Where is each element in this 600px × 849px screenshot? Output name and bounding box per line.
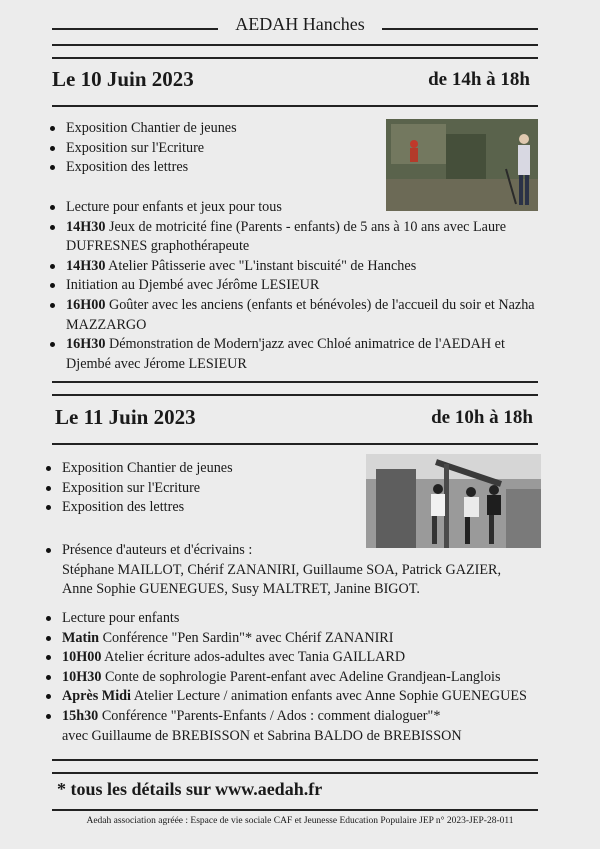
- photo-scene-icon: [366, 454, 541, 548]
- list-item: Lecture pour enfants et jeux pour tous: [50, 198, 540, 218]
- day2-exhibitions: [46, 459, 366, 518]
- rule: [52, 57, 538, 59]
- rule: [52, 809, 538, 811]
- day1-date: Le 10 Juin 2023: [52, 67, 194, 91]
- list-item: 16H30 Démonstration de Modern'jazz avec Chloé animatrice de l'AEDAH et Djembé avec Jérome LESIEUR: [50, 335, 540, 374]
- rule: [52, 105, 538, 107]
- list-item: Exposition Chantier de jeunes: [50, 119, 380, 139]
- construction-photo-2: [366, 454, 541, 548]
- day2-authors: [46, 541, 546, 600]
- list-item: Lecture pour enfants: [46, 609, 566, 629]
- header-title: AEDAH Hanches: [0, 14, 600, 35]
- rule: [52, 381, 538, 383]
- footnote: Aedah association agréée : Espace de vie sociale CAF et Jeunesse Education Populaire JEP n° 2023-JEP-28-011: [86, 816, 514, 826]
- day2-date: Le 11 Juin 2023: [55, 405, 196, 429]
- authors-line: Anne Sophie GUENEGUES, Susy MALTRET, Janine BIGOT.: [62, 581, 420, 598]
- day1-program: [50, 198, 540, 374]
- website-link[interactable]: * tous les détails sur www.aedah.fr: [57, 779, 323, 799]
- list-item: 14H30 Jeux de motricité fine (Parents - enfants) de 5 ans à 10 ans avec Laure DUFRESNES graphothérapeute: [50, 218, 540, 257]
- list-item: Présence d'auteurs et d'écrivains :: [46, 541, 546, 561]
- list-item: Exposition des lettres: [50, 158, 380, 178]
- rule: [52, 394, 538, 396]
- list-item: Exposition sur l'Ecriture: [50, 139, 380, 159]
- rule: [52, 443, 538, 445]
- list-item: Exposition sur l'Ecriture: [46, 479, 366, 499]
- rule: [52, 759, 538, 761]
- list-item: Après Midi Atelier Lecture / animation enfants avec Anne Sophie GUENEGUES: [46, 687, 566, 707]
- list-item: 14H30 Atelier Pâtisserie avec "L'instant biscuité" de Hanches: [50, 257, 540, 277]
- rule: [52, 44, 538, 46]
- list-item-continuation: avec Guillaume de BREBISSON et Sabrina BALDO de BREBISSON: [62, 727, 462, 744]
- list-item: 10H00 Atelier écriture ados-adultes avec Tania GAILLARD: [46, 648, 566, 668]
- list-item: 16H00 Goûter avec les anciens (enfants et bénévoles) de l'accueil du soir et Nazha MAZZARGO: [50, 296, 540, 335]
- rule: [52, 772, 538, 774]
- day1-hours: de 14h à 18h: [428, 69, 530, 90]
- list-item: Initiation au Djembé avec Jérôme LESIEUR: [50, 276, 540, 296]
- authors-line: Stéphane MAILLOT, Chérif ZANANIRI, Guillaume SOA, Patrick GAZIER,: [62, 561, 502, 578]
- list-item: 10H30 Conte de sophrologie Parent-enfant avec Adeline Grandjean-Langlois: [46, 668, 566, 688]
- day2-program: [46, 609, 566, 746]
- list-item: Matin Conférence "Pen Sardin"* avec Chérif ZANANIRI: [46, 629, 566, 649]
- day1-exhibitions: [50, 119, 380, 178]
- list-item: Exposition Chantier de jeunes: [46, 459, 366, 479]
- list-item: 15h30 Conférence "Parents-Enfants / Ados : comment dialoguer"*: [46, 707, 566, 727]
- day2-hours: de 10h à 18h: [431, 407, 533, 428]
- list-item: Exposition des lettres: [46, 498, 366, 518]
